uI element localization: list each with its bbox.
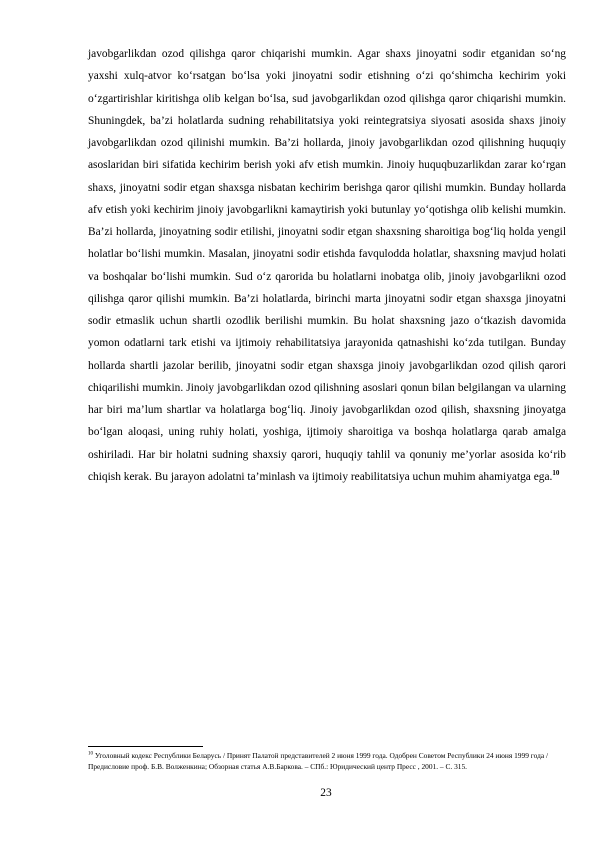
paragraph-text: javobgarlikdan ozod qilishga qaror chiqarishi mumkin. Agar shaxs jinoyatni sodir etganidan so‘ng yaxshi xulq-atvor ko‘rsatgan bo‘lsa yoki jinoyatni sodir etishning o‘zi qo‘shimcha kechirim yoki o‘zgartirishlar kiritishga olib kelgan bo‘lsa, sud javobgarlikdan ozod qilishga qaror chiqarishi mumkin. Shuningdek, ba’zi holatlarda sudning rehabilitatsiya yoki reintegratsiya siyosati asosida shaxs jinoiy javobgarlikdan ozod qilinishi mumkin. Ba’zi hollarda, jinoiy javobgarlikdan ozod qilishning huquqiy asoslaridan biri sifatida kechirim berish yoki afv etish mumkin. Jinoiy huquqbuzarlikdan zarar ko‘rgan shaxs, jinoyatni sodir etgan shaxsga nisbatan kechirim berishga qaror qilishi mumkin. Bunday hollarda afv etish yoki kechirim jinoiy javobgarlikni kamaytirish yoki butunlay yo‘qotishga olib kelishi mumkin. Ba’zi hollarda, jinoyatning sodir etilishi, jinoyatni sodir etgan shaxsning sharoitiga bog‘liq holda yengil holatlar bo‘lishi mumkin. Masalan, jinoyatni sodir etishda favqulodda holatlar, shaxsning mavjud holati va boshqalar bo‘lishi mumkin. Sud o‘z qarorida bu holatlarni inobatga olib, jinoiy javobgarlikni ozod qilishga qaror qilishi mumkin. Ba’zi holatlarda, birinchi marta jinoyatni sodir etgan shaxsga jinoyatni sodir etmaslik uchun shartli ozodlik berilishi mumkin. Bu holat shaxsning jazo o‘tkazish davomida yomon odatlarni tark etishi va ijtimoiy rehabilitatsiya jarayonida qatnashishi ko‘zda tutilgan. Bunday hollarda shartli jazolar berilib, jinoyatni sodir etgan shaxsga jinoiy javobgarlikdan ozod qilish qarori chiqarilishi mumkin. Jinoiy javobgarlikdan ozod qilishning asoslari qonun bilan belgilangan va ularning har biri ma’lum shartlar va holatlarga bog‘liq. Jinoiy javobgarlikdan ozod qilish, shaxsning jinoyatga bo‘lgan aloqasi, uning ruhiy holati, yoshiga, ijtimoiy sharoitiga va boshqa holatlarga qarab amalga oshiriladi. Har bir holatni sudning shaxsiy qarori, huquqiy tahlil va qonuniy me’yorlar asosida ko‘rib chiqish kerak. Bu jarayon adolatni ta’minlash va ijtimoiy reabilitatsiya uchun muhim ahamiyatga ega.: [88, 48, 566, 483]
footnote-separator: [88, 746, 203, 747]
main-text-block: [88, 43, 566, 488]
footnote-reference: 10: [552, 468, 560, 477]
page-number: 23: [320, 787, 332, 799]
footnote: [88, 750, 566, 772]
footnote-number: 10: [88, 751, 93, 757]
body-paragraph: [88, 43, 566, 488]
footnote-text: Уголовный кодекс Республики Беларусь / Принят Палатой представителей 2 июня 1999 года. Одобрен Советом Республики 24 июня 1999 года / Предисловие проф. Б.В. Волженкина; Обзорная статья А.В.Баркова. – СПб.: Юридический центр Пресс , 2001. – С. 315.: [88, 751, 549, 771]
